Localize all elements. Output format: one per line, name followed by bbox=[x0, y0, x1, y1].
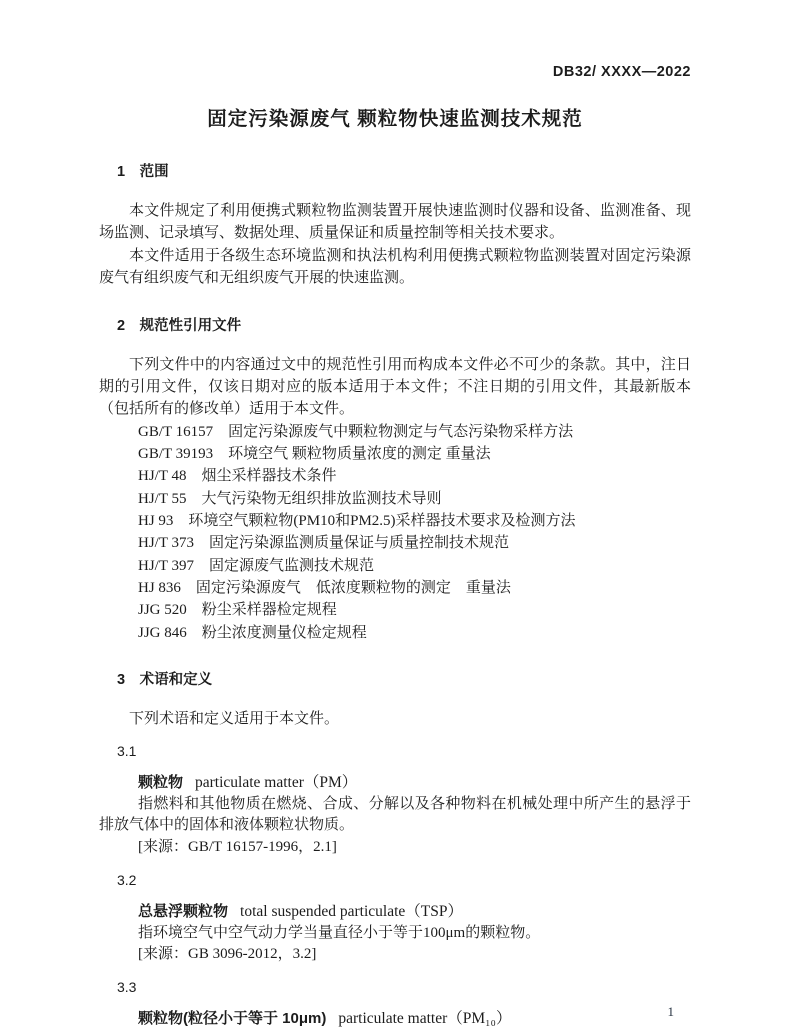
term-source: [来源：GB 3096-2012，3.2] bbox=[138, 946, 317, 963]
section-3-heading: 3 术语和定义 bbox=[117, 671, 213, 688]
reference-item: HJ/T 55 大气污染物无组织排放监测技术导则 bbox=[138, 490, 442, 507]
reference-item: GB/T 39193 环境空气 颗粒物质量浓度的测定 重量法 bbox=[138, 446, 491, 463]
term-name-en: total suspended particulate（TSP） bbox=[240, 902, 464, 920]
term-name-en: particulate matter（PM） bbox=[195, 773, 358, 791]
references-list bbox=[138, 421, 691, 644]
term-heading bbox=[138, 901, 691, 923]
term-name-zh: 总悬浮颗粒物 bbox=[138, 902, 229, 920]
document-code: DB32/ XXXX—2022 bbox=[552, 64, 691, 80]
term-name-en: particulate matter（PM₁₀） bbox=[338, 1009, 512, 1027]
term-entry-number: 3.2 bbox=[117, 871, 137, 888]
references-intro: 下列文件中的内容通过文中的规范性引用而构成本文件必不可少的条款。其中，注日期的引用文件，仅该日期对应的版本适用于本文件；不注日期的引用文件，其最新版本（包括所有的修改单）适用于本文件。 bbox=[99, 356, 691, 418]
reference-item: JJG 520 粉尘采样器检定规程 bbox=[138, 602, 337, 619]
scope-paragraph: 本文件规定了利用便携式颗粒物监测装置开展快速监测时仪器和设备、监测准备、现场监测、记录填写、数据处理、质量保证和质量控制等相关技术要求。 bbox=[99, 203, 691, 242]
terms-intro: 下列术语和定义适用于本文件。 bbox=[129, 710, 340, 727]
reference-item: HJ/T 397 固定源废气监测技术规范 bbox=[138, 557, 374, 574]
term-definition: 指环境空气中空气动力学当量直径小于等于100μm的颗粒物。 bbox=[138, 924, 541, 941]
term-name-zh: 颗粒物(粒径小于等于 10μm) bbox=[138, 1009, 327, 1027]
term-definition: 指燃料和其他物质在燃烧、合成、分解以及各种物料在机械处理中所产生的悬浮于排放气体中的固体和液体颗粒状物质。 bbox=[99, 795, 691, 834]
reference-item: JJG 846 粉尘浓度测量仪检定规程 bbox=[138, 624, 367, 641]
reference-item: GB/T 16157 固定污染源废气中颗粒物测定与气态污染物采样方法 bbox=[138, 423, 574, 440]
scope-paragraph: 本文件适用于各级生态环境监测和执法机构利用便携式颗粒物监测装置对固定污染源废气有组织废气和无组织废气开展的快速监测。 bbox=[99, 247, 691, 287]
term-heading bbox=[138, 772, 691, 794]
document-title: 固定污染源废气 颗粒物快速监测技术规范 bbox=[207, 108, 583, 130]
term-entry bbox=[99, 979, 691, 1030]
term-heading bbox=[138, 1008, 691, 1030]
reference-item: HJ 93 环境空气颗粒物(PM10和PM2.5)采样器技术要求及检测方法 bbox=[138, 513, 576, 530]
section-2-heading: 2 规范性引用文件 bbox=[117, 317, 242, 334]
term-entry-number: 3.1 bbox=[117, 742, 137, 759]
term-name-zh: 颗粒物 bbox=[138, 773, 184, 791]
reference-item: HJ 836 固定污染源废气 低浓度颗粒物的测定 重量法 bbox=[138, 579, 511, 596]
section-1-heading: 1 范围 bbox=[117, 164, 169, 180]
term-entry bbox=[99, 872, 691, 966]
term-entry-number: 3.3 bbox=[117, 978, 137, 995]
term-entry bbox=[99, 743, 691, 859]
page-number: 1 bbox=[667, 1004, 674, 1019]
reference-item: HJ/T 373 固定污染源监测质量保证与质量控制技术规范 bbox=[138, 535, 509, 552]
reference-item: HJ/T 48 烟尘采样器技术条件 bbox=[138, 468, 337, 485]
term-source: [来源：GB/T 16157-1996，2.1] bbox=[138, 839, 337, 855]
